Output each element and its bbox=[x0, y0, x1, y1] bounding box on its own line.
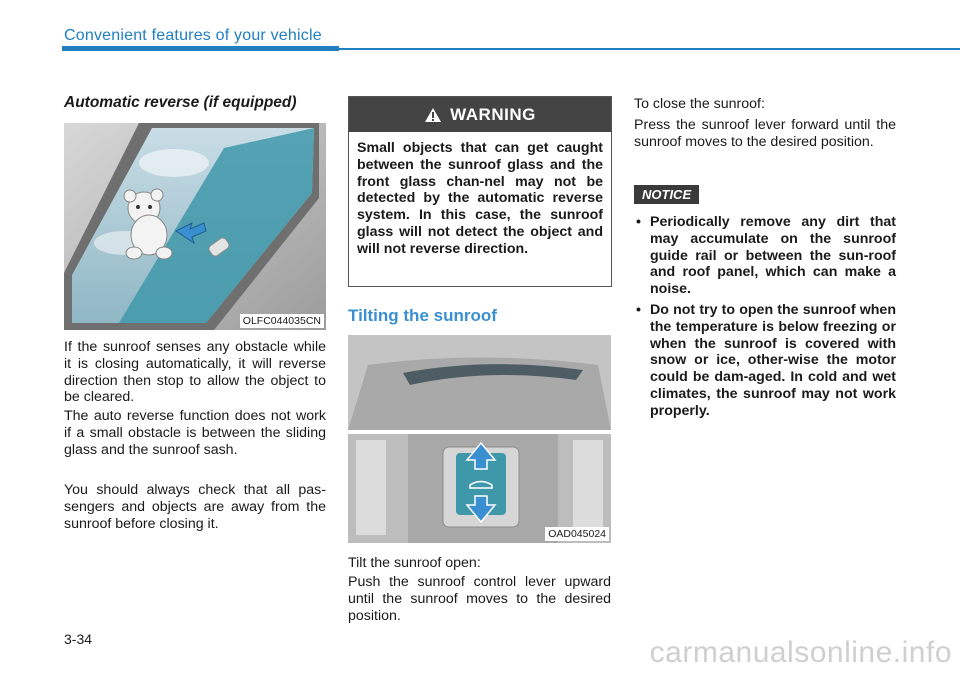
notice-bullet-list bbox=[634, 214, 896, 424]
section-header-title: Convenient features of your vehicle bbox=[64, 27, 322, 44]
photo-caption-left: OLFC044035CN bbox=[240, 314, 324, 328]
auto-reverse-paragraph-2: The auto reverse function does not work if a small obstacle is between the sliding glass and the sunroof sash. bbox=[64, 408, 326, 458]
auto-reverse-paragraph-3: You should always check that all pas-sengers and objects are away from the sunroof before closing it. bbox=[64, 482, 326, 532]
notice-bullet-1: Periodically remove any dirt that may accumulate on the sunroof guide rail or between the sun-roof and roof panel, which can make a noise. bbox=[650, 214, 896, 298]
page-number: 3-34 bbox=[64, 631, 93, 647]
list-item: • Periodically remove any dirt that may accumulate on the sunroof guide rail or between the sun-roof and roof panel, which can make a noise. bbox=[636, 214, 896, 298]
close-paragraph-1: To close the sunroof: bbox=[634, 96, 765, 112]
sunroof-tilt-photo bbox=[348, 335, 611, 543]
close-paragraph-2: Press the sunroof lever forward until the sunroof moves to the desired position. bbox=[634, 117, 896, 150]
header-rule-thin bbox=[339, 48, 960, 50]
list-item: • Do not try to open the sunroof when the temperature is below freezing or when the sunroof is covered with snow or ice, other-wise the motor could be dam-aged. In cold and wet climates, the sunroof may not work properly. bbox=[636, 301, 896, 419]
notice-badge: NOTICE bbox=[634, 185, 699, 204]
sunroof-tilt-illustration bbox=[348, 335, 611, 543]
header-rule-thick bbox=[62, 46, 339, 51]
watermark: carmanualsonline.info bbox=[649, 636, 952, 669]
sunroof-teddy-photo bbox=[64, 123, 326, 330]
sunroof-obstacle-illustration bbox=[64, 123, 326, 330]
tilt-paragraph-1: Tilt the sunroof open: bbox=[348, 555, 481, 571]
tilting-sunroof-heading: Tilting the sunroof bbox=[348, 306, 497, 325]
warning-header bbox=[349, 97, 611, 132]
notice-bullet-2: Do not try to open the sunroof when the temperature is below freezing or when the sunroof is covered with snow or ice, other-wise the motor could be dam-aged. In cold and wet climates, the sunroof may not work properly. bbox=[650, 301, 896, 419]
automatic-reverse-heading: Automatic reverse (if equipped) bbox=[64, 94, 297, 111]
tilt-paragraph-2: Push the sunroof control lever upward until the sunroof moves to the desired position. bbox=[348, 574, 611, 624]
warning-triangle-icon bbox=[424, 107, 442, 123]
photo-caption-middle: OAD045024 bbox=[545, 527, 609, 541]
warning-title: WARNING bbox=[450, 104, 536, 124]
warning-box bbox=[348, 96, 612, 287]
auto-reverse-paragraph-1: If the sunroof senses any obstacle while it is closing automatically, it will reverse direction then stop to allow the object to be cleared. bbox=[64, 339, 326, 406]
warning-text: Small objects that can get caught between the sunroof glass and the front glass chan-nel may not be detected by the automatic reverse system. In this case, the sunroof glass will not detect the object and will not reverse direction. bbox=[357, 140, 603, 257]
